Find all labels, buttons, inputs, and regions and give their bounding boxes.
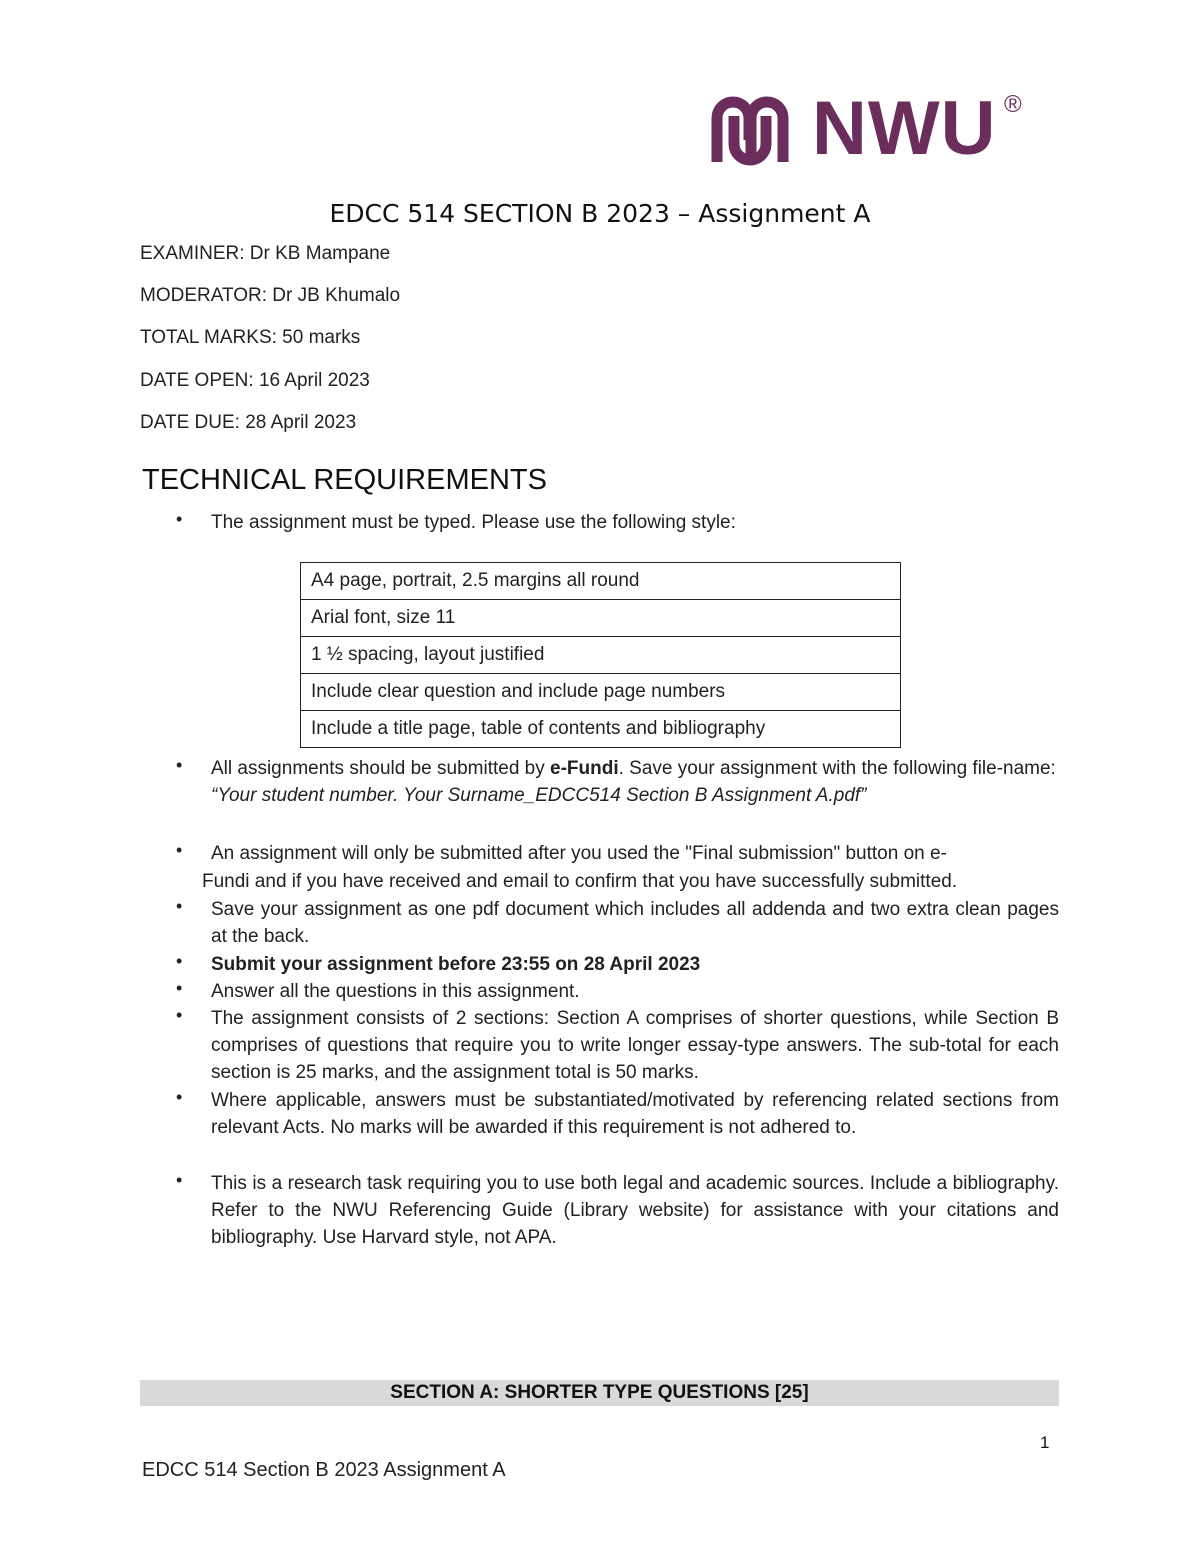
- table-cell: A4 page, portrait, 2.5 margins all round: [301, 563, 901, 600]
- bullet-icon: •: [176, 755, 183, 775]
- page-number: 1: [1040, 1433, 1050, 1452]
- section-a-heading: SECTION A: SHORTER TYPE QUESTIONS [25]: [140, 1380, 1059, 1406]
- answer-all-text: Answer all the questions in this assignment.: [211, 981, 580, 1002]
- table-cell: Arial font, size 11: [301, 600, 901, 637]
- table-row: [301, 711, 901, 748]
- bullet-icon: •: [176, 840, 183, 860]
- date-open-line: DATE OPEN: 16 April 2023: [140, 370, 370, 391]
- submit-text-pre: All assignments should be submitted by: [211, 758, 551, 779]
- table-row: [301, 637, 901, 674]
- style-requirements-table: [300, 562, 901, 748]
- document-title: EDCC 514 SECTION B 2023 – Assignment A: [329, 199, 871, 228]
- bullet-icon: •: [176, 978, 183, 998]
- page-footer: EDCC 514 Section B 2023 Assignment A: [142, 1459, 506, 1481]
- research-text: This is a research task requiring you to use both legal and academic sources. Include a bibliography. Refer to the NWU Referencing Guide (Library website) for assistance with your citations and bibliography. Use Harvard style, not APA.: [211, 1173, 1059, 1248]
- date-due-line: DATE DUE: 28 April 2023: [140, 412, 357, 433]
- save-pdf-text: Save your assignment as one pdf document which includes all addenda and two extra clean pages at the back.: [211, 899, 1059, 947]
- nwu-emblem-icon: [708, 82, 792, 166]
- bullet-icon: •: [176, 1170, 183, 1190]
- table-cell: Include clear question and include page numbers: [301, 674, 901, 711]
- total-marks-line: TOTAL MARKS: 50 marks: [140, 327, 361, 348]
- sections-text: The assignment consists of 2 sections: Section A comprises of shorter questions, while Section B comprises of questions that require you to write longer essay-type answers. The sub-total for each section is 25 marks, and the assignment total is 50 marks.: [211, 1008, 1059, 1083]
- intro-text: The assignment must be typed. Please use the following style:: [211, 512, 736, 533]
- table-cell: Include a title page, table of contents and bibliography: [301, 711, 901, 748]
- final-submission-line2: Fundi and if you have received and email to confirm that you have successfully submitted.: [202, 871, 958, 892]
- table-row: [301, 563, 901, 600]
- bullet-icon: •: [176, 1005, 183, 1025]
- moderator-line: MODERATOR: Dr JB Khumalo: [140, 285, 401, 306]
- acts-text: Where applicable, answers must be substantiated/motivated by referencing related sections from relevant Acts. No marks will be awarded if this requirement is not adhered to.: [211, 1090, 1059, 1138]
- table-row: [301, 674, 901, 711]
- nwu-logo: [708, 82, 1038, 172]
- deadline-text: Submit your assignment before 23:55 on 28 April 2023: [211, 954, 701, 975]
- efundi-text: e-Fundi: [550, 758, 619, 779]
- table-cell: 1 ½ spacing, layout justified: [301, 637, 901, 674]
- final-submission-line1: An assignment will only be submitted after you used the "Final submission" button on e-: [211, 843, 947, 864]
- filename-text: “Your student number. Your Surname_EDCC514 Section B Assignment A.pdf”: [211, 785, 867, 806]
- examiner-line: EXAMINER: Dr KB Mampane: [140, 243, 391, 264]
- bullet-icon: •: [176, 951, 183, 971]
- registered-mark: ®: [1004, 91, 1022, 118]
- bullet-icon: •: [176, 896, 183, 916]
- technical-requirements-heading: TECHNICAL REQUIREMENTS: [142, 464, 547, 496]
- logo-wordmark: NWU: [812, 86, 997, 171]
- table-row: [301, 600, 901, 637]
- bullet-icon: •: [176, 509, 183, 529]
- bullet-icon: •: [176, 1087, 183, 1107]
- submit-text-post: . Save your assignment with the following file-name:: [618, 758, 1056, 779]
